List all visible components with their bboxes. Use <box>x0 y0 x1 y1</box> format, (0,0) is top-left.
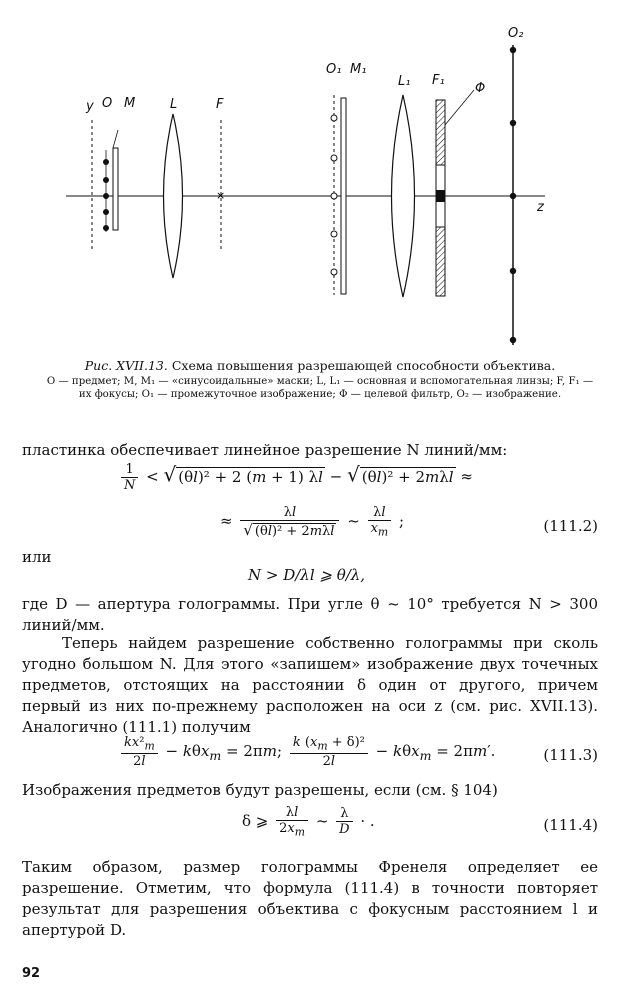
equation-number-111-3: (111.3) <box>543 746 598 764</box>
inequality-line: N > D/λl ⩾ θ/λ, <box>248 566 366 584</box>
object-point <box>103 159 109 165</box>
label-Phi: Φ <box>475 81 486 96</box>
figure-caption-title <box>40 358 600 373</box>
image-point <box>510 120 516 126</box>
label-M1: M₁ <box>350 62 367 77</box>
object-point <box>103 225 109 231</box>
label-F: F <box>216 97 224 112</box>
label-F1: F₁ <box>432 73 445 88</box>
label-O: O <box>102 96 113 111</box>
caption-text: Схема повышения разрешающей способности объектива. <box>171 358 556 373</box>
label-L: L <box>170 97 178 112</box>
equation-number-111-4: (111.4) <box>543 816 598 834</box>
figure-number: Рис. XVII.13. <box>84 358 168 373</box>
paragraph-3: Теперь найдем разрешение собственно голограммы при сколь угодно большом N. Для этого «запишем» изображение двух точечных предметов, отстоящих на расстоянии δ один от другого, причем первый из них по-прежнему расположен на оси z (см. рис. XVII.13). Аналогично (111.1) получим <box>22 634 598 736</box>
equation-111-2-line1: $\frac{1}{N}$ < √ (θl)² + 2 (m + 1) λl − √ (θl)² + 2mλl ≈ <box>118 462 473 493</box>
figure-caption-legend: O — предмет; M, M₁ — «синусоидальные» маски; L, L₁ — основная и вспомогательная линзы; F, F₁ — их фокусы; O₁ — промежуточное изображение; Φ — целевой фильтр, O₂ — изображение. <box>46 376 594 400</box>
image-point <box>510 193 516 199</box>
paragraph-2: где D — апертура голограммы. При угле θ ~ 10° требуется N > 300 линий/мм. <box>22 595 598 634</box>
paragraph-4: Изображения предметов будут разрешены, если (см. § 104) <box>22 781 498 799</box>
intermediate-point <box>331 155 337 161</box>
object-point <box>103 209 109 215</box>
intermediate-point <box>331 269 337 275</box>
intermediate-point <box>331 231 337 237</box>
equation-111-3: $\frac{kx^2_m}{2l}$ − kθx$_m$ = 2πm; $\frac{k (x_m + \delta)^2}{2l}$ − kθx$_m$ = 2πm′. <box>118 735 495 769</box>
label-L1: L₁ <box>398 74 411 89</box>
label-y: y <box>86 99 94 114</box>
equation-111-2-line2: ≈ $\frac{\lambda l}{\text{√ (θl)² + 2mλl}}$ ~ $\frac{\lambda l}{x_m}$ ; <box>220 505 405 539</box>
equation-111-4: δ ⩾ $\frac{\lambda l}{2x_m}$ ~ $\frac{\lambda}{D}$ · . <box>242 805 375 839</box>
image-point <box>510 337 516 343</box>
image-point <box>510 268 516 274</box>
paragraph-5: Таким образом, размер голограммы Френеля определяет ее разрешение. Отметим, что формула (111.4) в точности повторяет результат для разрешения объектива с фокусным расстоянием l и апертурой D. <box>22 858 598 939</box>
optical-scheme-figure <box>0 0 630 350</box>
object-point <box>103 193 109 199</box>
paragraph-1: пластинка обеспечивает линейное разрешение N линий/мм: <box>22 441 508 459</box>
label-z: z <box>537 200 544 215</box>
intermediate-point <box>331 193 337 199</box>
svg-text:×: × <box>216 189 226 202</box>
mask-M1 <box>341 98 346 294</box>
lens-L <box>164 114 183 278</box>
label-M: M <box>124 96 136 111</box>
object-point <box>103 177 109 183</box>
label-O1: O₁ <box>326 62 342 77</box>
page-number: 92 <box>22 966 41 981</box>
mask-M <box>113 148 118 230</box>
image-point <box>510 47 516 53</box>
intermediate-point <box>331 115 337 121</box>
lens-L1 <box>392 95 415 297</box>
or-word: или <box>22 548 52 566</box>
label-O2: O₂ <box>508 26 524 41</box>
equation-number-111-2: (111.2) <box>543 517 598 535</box>
